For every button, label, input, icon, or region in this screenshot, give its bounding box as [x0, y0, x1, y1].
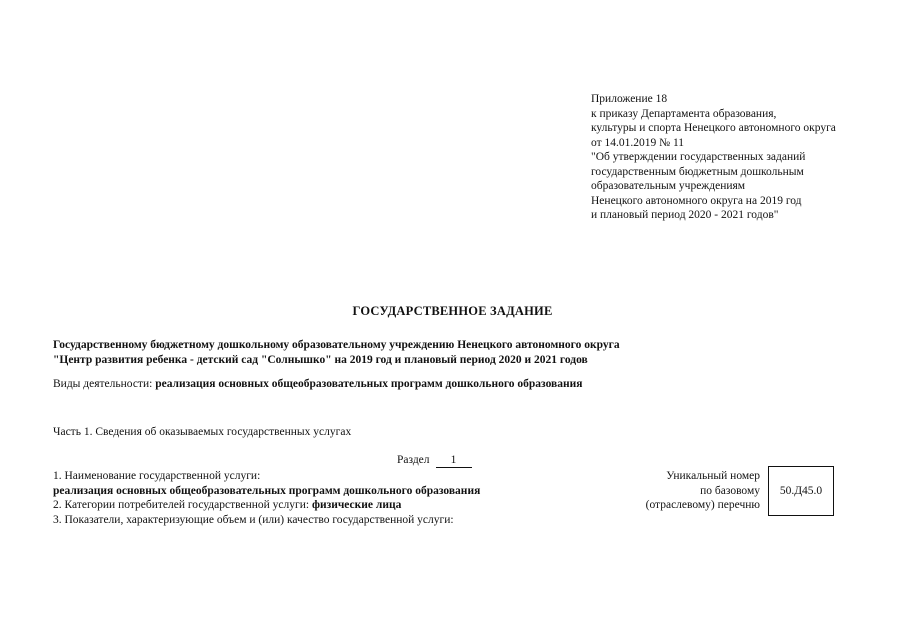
section-label: Раздел — [397, 454, 430, 466]
appendix-line: от 14.01.2019 № 11 — [591, 136, 685, 149]
indicators-label: 3. Показатели, характеризующие объем и (или) качество государственной услуги: — [53, 513, 454, 526]
institution-line-2: "Центр развития ребенка - детский сад "Солнышко" на 2019 год и плановый период 2020 и 2021 годов — [53, 353, 588, 366]
unique-number-line-1: Уникальный номер — [666, 470, 760, 482]
appendix-line: и плановый период 2020 - 2021 годов" — [591, 209, 779, 221]
unique-number-label — [646, 469, 760, 513]
appendix-line: к приказу Департамента образования, — [591, 107, 777, 120]
unique-number-code: 50.Д45.0 — [779, 484, 823, 497]
appendix-block — [591, 92, 891, 223]
institution-name — [53, 338, 620, 367]
unique-number-line-3: (отраслевому) перечню — [645, 499, 760, 511]
activity-types — [53, 377, 582, 392]
section-heading — [397, 453, 472, 468]
consumers-line — [53, 498, 480, 513]
activity-label: Виды деятельности: — [53, 378, 156, 390]
appendix-line: государственным бюджетным дошкольным — [591, 165, 804, 178]
appendix-line: Приложение 18 — [591, 93, 668, 105]
institution-line-1: Государственному бюджетному дошкольному образовательному учреждению Ненецкого автономного округа — [53, 339, 620, 351]
appendix-line: образовательным учреждениям — [591, 180, 746, 192]
consumers-value: физические лица — [311, 499, 402, 511]
activity-value: реализация основных общеобразовательных программ дошкольного образования — [155, 378, 583, 390]
section-number: 1 — [436, 454, 472, 468]
service-name-label: 1. Наименование государственной услуги: — [53, 470, 261, 482]
unique-number-code-box — [768, 466, 834, 516]
appendix-line: Ненецкого автономного округа на 2019 год — [591, 194, 802, 207]
service-name-value: реализация основных общеобразовательных программ дошкольного образования — [53, 484, 481, 497]
document-title: ГОСУДАРСТВЕННОЕ ЗАДАНИЕ — [352, 304, 553, 318]
part-heading: Часть 1. Сведения об оказываемых государственных услугах — [53, 426, 352, 438]
unique-number-line-2: по базовому — [700, 484, 760, 497]
service-items — [53, 469, 480, 527]
appendix-line: "Об утверждении государственных заданий — [591, 151, 806, 163]
consumers-label: 2. Категории потребителей государственной услуги: — [53, 499, 312, 511]
appendix-line: культуры и спорта Ненецкого автономного округа — [591, 122, 836, 134]
